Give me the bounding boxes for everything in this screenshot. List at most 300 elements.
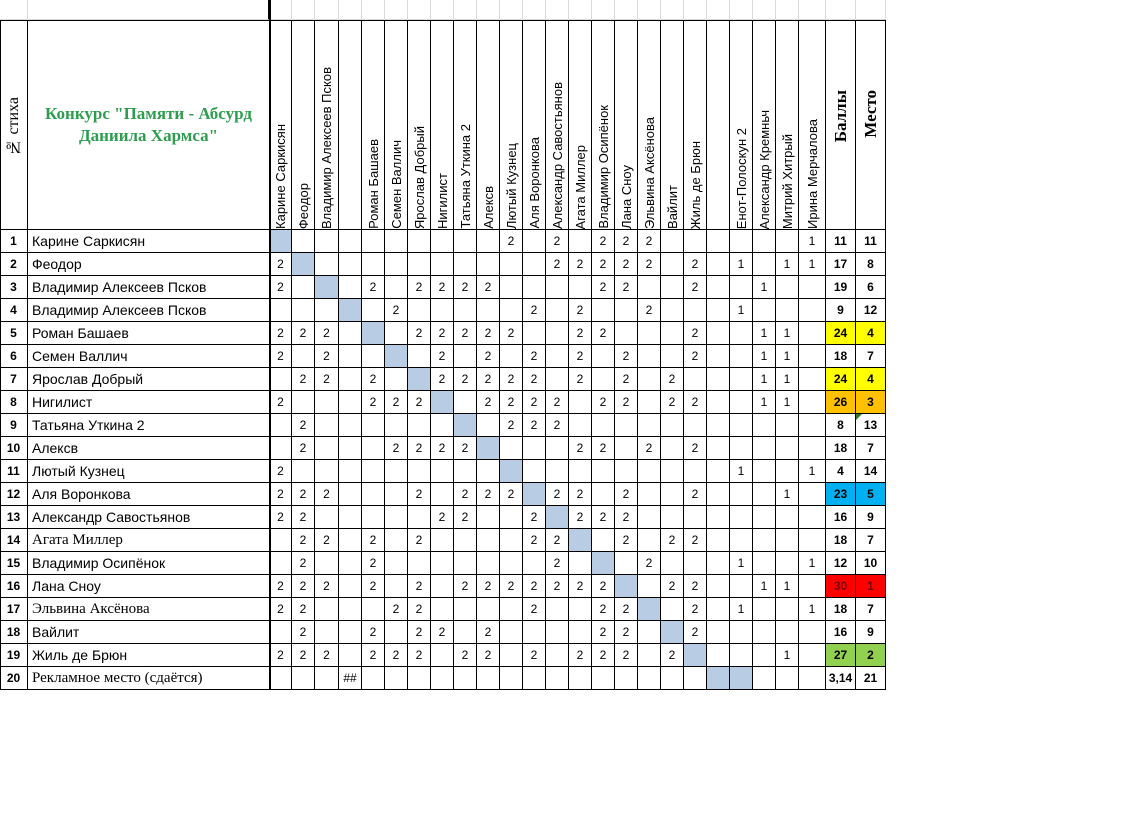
score-cell[interactable] xyxy=(730,414,753,437)
score-cell[interactable]: 2 xyxy=(270,253,292,276)
score-cell[interactable] xyxy=(638,621,661,644)
sheet-cell[interactable] xyxy=(592,0,615,20)
score-cell[interactable] xyxy=(661,552,684,575)
score-cell[interactable]: 2 xyxy=(408,575,431,598)
score-cell[interactable] xyxy=(799,414,826,437)
self-vote-cell[interactable] xyxy=(661,621,684,644)
score-cell[interactable]: 2 xyxy=(431,322,454,345)
score-cell[interactable] xyxy=(500,667,523,690)
score-cell[interactable]: 2 xyxy=(408,598,431,621)
score-cell[interactable] xyxy=(546,437,569,460)
score-cell[interactable]: 1 xyxy=(753,575,776,598)
score-cell[interactable] xyxy=(270,621,292,644)
score-cell[interactable] xyxy=(339,345,362,368)
score-cell[interactable] xyxy=(776,552,799,575)
score-cell[interactable]: 2 xyxy=(385,437,408,460)
score-cell[interactable] xyxy=(799,529,826,552)
score-cell[interactable]: 2 xyxy=(684,483,707,506)
score-cell[interactable]: 2 xyxy=(615,529,638,552)
score-cell[interactable] xyxy=(684,414,707,437)
score-cell[interactable] xyxy=(638,414,661,437)
score-cell[interactable] xyxy=(385,368,408,391)
score-cell[interactable] xyxy=(730,437,753,460)
score-cell[interactable] xyxy=(638,575,661,598)
score-cell[interactable] xyxy=(315,437,339,460)
score-cell[interactable]: 2 xyxy=(523,575,546,598)
score-cell[interactable] xyxy=(615,460,638,483)
score-cell[interactable]: 2 xyxy=(661,644,684,667)
score-cell[interactable] xyxy=(454,621,477,644)
score-cell[interactable] xyxy=(730,575,753,598)
score-cell[interactable]: 2 xyxy=(569,483,592,506)
score-cell[interactable] xyxy=(730,368,753,391)
score-cell[interactable]: 2 xyxy=(500,575,523,598)
score-cell[interactable]: 1 xyxy=(776,575,799,598)
score-cell[interactable]: 2 xyxy=(546,391,569,414)
score-cell[interactable] xyxy=(615,322,638,345)
score-cell[interactable] xyxy=(270,368,292,391)
score-cell[interactable]: 2 xyxy=(292,575,315,598)
score-cell[interactable] xyxy=(339,253,362,276)
score-cell[interactable]: 1 xyxy=(730,598,753,621)
score-cell[interactable] xyxy=(362,230,385,253)
score-cell[interactable]: 2 xyxy=(684,437,707,460)
score-cell[interactable] xyxy=(454,552,477,575)
score-cell[interactable] xyxy=(615,437,638,460)
score-cell[interactable]: 2 xyxy=(615,598,638,621)
score-cell[interactable] xyxy=(592,414,615,437)
score-cell[interactable]: 2 xyxy=(592,322,615,345)
score-cell[interactable] xyxy=(661,460,684,483)
score-cell[interactable] xyxy=(523,437,546,460)
score-cell[interactable]: 2 xyxy=(270,575,292,598)
score-cell[interactable] xyxy=(454,345,477,368)
score-cell[interactable]: 2 xyxy=(454,276,477,299)
score-cell[interactable] xyxy=(362,437,385,460)
score-cell[interactable] xyxy=(477,253,500,276)
score-cell[interactable] xyxy=(615,667,638,690)
score-cell[interactable] xyxy=(638,391,661,414)
score-cell[interactable] xyxy=(292,460,315,483)
self-vote-cell[interactable] xyxy=(592,552,615,575)
score-cell[interactable] xyxy=(292,230,315,253)
sheet-cell[interactable] xyxy=(292,0,315,20)
score-cell[interactable] xyxy=(385,621,408,644)
score-cell[interactable] xyxy=(546,644,569,667)
score-cell[interactable]: 2 xyxy=(431,345,454,368)
score-cell[interactable]: 2 xyxy=(546,483,569,506)
score-cell[interactable]: 2 xyxy=(477,345,500,368)
score-cell[interactable] xyxy=(500,644,523,667)
score-cell[interactable]: 2 xyxy=(615,345,638,368)
score-cell[interactable] xyxy=(546,345,569,368)
score-cell[interactable] xyxy=(661,253,684,276)
score-cell[interactable] xyxy=(730,276,753,299)
score-cell[interactable] xyxy=(315,460,339,483)
score-cell[interactable]: 2 xyxy=(292,506,315,529)
score-cell[interactable] xyxy=(799,506,826,529)
score-cell[interactable]: 2 xyxy=(615,483,638,506)
score-cell[interactable] xyxy=(730,345,753,368)
score-cell[interactable] xyxy=(638,529,661,552)
sheet-cell[interactable] xyxy=(28,0,270,20)
score-cell[interactable]: 2 xyxy=(454,506,477,529)
score-cell[interactable] xyxy=(661,483,684,506)
score-cell[interactable]: 2 xyxy=(315,345,339,368)
score-cell[interactable] xyxy=(362,414,385,437)
score-cell[interactable] xyxy=(315,414,339,437)
score-cell[interactable] xyxy=(730,621,753,644)
score-cell[interactable] xyxy=(385,414,408,437)
score-cell[interactable] xyxy=(730,644,753,667)
score-cell[interactable]: 2 xyxy=(569,345,592,368)
score-cell[interactable]: 2 xyxy=(408,437,431,460)
score-cell[interactable] xyxy=(408,667,431,690)
score-cell[interactable] xyxy=(500,506,523,529)
score-cell[interactable] xyxy=(776,667,799,690)
score-cell[interactable] xyxy=(315,299,339,322)
score-cell[interactable]: 2 xyxy=(315,483,339,506)
score-cell[interactable]: 2 xyxy=(431,368,454,391)
score-cell[interactable]: 2 xyxy=(569,299,592,322)
score-cell[interactable]: 2 xyxy=(292,322,315,345)
score-cell[interactable] xyxy=(592,460,615,483)
score-cell[interactable] xyxy=(776,529,799,552)
score-cell[interactable] xyxy=(799,575,826,598)
score-cell[interactable] xyxy=(339,437,362,460)
score-cell[interactable]: 2 xyxy=(615,230,638,253)
score-cell[interactable] xyxy=(753,299,776,322)
score-cell[interactable]: 2 xyxy=(546,529,569,552)
score-cell[interactable]: 1 xyxy=(730,253,753,276)
sheet-cell[interactable] xyxy=(730,0,753,20)
score-cell[interactable] xyxy=(315,230,339,253)
score-cell[interactable]: 2 xyxy=(592,391,615,414)
score-cell[interactable] xyxy=(431,483,454,506)
score-cell[interactable]: 2 xyxy=(615,621,638,644)
score-cell[interactable] xyxy=(799,299,826,322)
score-cell[interactable] xyxy=(799,644,826,667)
score-cell[interactable] xyxy=(477,460,500,483)
score-cell[interactable]: 1 xyxy=(776,322,799,345)
score-cell[interactable] xyxy=(362,598,385,621)
self-vote-cell[interactable] xyxy=(362,322,385,345)
score-cell[interactable] xyxy=(569,391,592,414)
score-cell[interactable]: 1 xyxy=(730,552,753,575)
score-cell[interactable]: 2 xyxy=(546,414,569,437)
score-cell[interactable]: 1 xyxy=(753,345,776,368)
score-cell[interactable]: 2 xyxy=(362,575,385,598)
score-cell[interactable]: 2 xyxy=(385,598,408,621)
sheet-cell[interactable] xyxy=(753,0,776,20)
score-cell[interactable] xyxy=(638,644,661,667)
score-cell[interactable] xyxy=(546,621,569,644)
score-cell[interactable]: 2 xyxy=(362,529,385,552)
score-cell[interactable]: 2 xyxy=(362,621,385,644)
score-cell[interactable] xyxy=(799,368,826,391)
sheet-cell[interactable] xyxy=(339,0,362,20)
score-cell[interactable] xyxy=(707,276,730,299)
sheet-cell[interactable] xyxy=(315,0,339,20)
sheet-cell[interactable] xyxy=(0,0,28,20)
score-cell[interactable] xyxy=(753,667,776,690)
score-cell[interactable] xyxy=(385,253,408,276)
score-cell[interactable] xyxy=(776,299,799,322)
score-cell[interactable] xyxy=(292,391,315,414)
score-cell[interactable] xyxy=(431,230,454,253)
score-cell[interactable] xyxy=(592,299,615,322)
score-cell[interactable]: 1 xyxy=(799,230,826,253)
sheet-cell[interactable] xyxy=(362,0,385,20)
score-cell[interactable]: 2 xyxy=(546,230,569,253)
score-cell[interactable]: 2 xyxy=(523,414,546,437)
score-cell[interactable]: 1 xyxy=(776,345,799,368)
score-cell[interactable] xyxy=(339,552,362,575)
score-cell[interactable]: 2 xyxy=(385,644,408,667)
score-cell[interactable] xyxy=(339,598,362,621)
score-cell[interactable] xyxy=(339,391,362,414)
score-cell[interactable]: 1 xyxy=(753,391,776,414)
score-cell[interactable] xyxy=(339,621,362,644)
score-cell[interactable]: 2 xyxy=(454,322,477,345)
score-cell[interactable]: 2 xyxy=(315,529,339,552)
score-cell[interactable] xyxy=(730,230,753,253)
score-cell[interactable] xyxy=(523,460,546,483)
sheet-cell[interactable] xyxy=(615,0,638,20)
score-cell[interactable] xyxy=(454,230,477,253)
self-vote-cell[interactable] xyxy=(270,230,292,253)
score-cell[interactable] xyxy=(661,667,684,690)
score-cell[interactable] xyxy=(408,345,431,368)
self-vote-cell[interactable] xyxy=(638,598,661,621)
score-cell[interactable] xyxy=(523,230,546,253)
score-cell[interactable] xyxy=(431,667,454,690)
score-cell[interactable] xyxy=(500,253,523,276)
score-cell[interactable] xyxy=(362,299,385,322)
score-cell[interactable]: 2 xyxy=(638,437,661,460)
score-cell[interactable] xyxy=(500,437,523,460)
score-cell[interactable] xyxy=(799,345,826,368)
score-cell[interactable] xyxy=(799,276,826,299)
score-cell[interactable] xyxy=(500,299,523,322)
score-cell[interactable] xyxy=(477,667,500,690)
score-cell[interactable]: 2 xyxy=(408,391,431,414)
self-vote-cell[interactable] xyxy=(454,414,477,437)
score-cell[interactable] xyxy=(684,552,707,575)
score-cell[interactable]: 2 xyxy=(270,391,292,414)
score-cell[interactable]: 2 xyxy=(592,230,615,253)
score-cell[interactable] xyxy=(707,299,730,322)
self-vote-cell[interactable] xyxy=(730,667,753,690)
score-cell[interactable]: 2 xyxy=(615,391,638,414)
score-cell[interactable] xyxy=(799,483,826,506)
score-cell[interactable]: 2 xyxy=(477,322,500,345)
score-cell[interactable] xyxy=(339,276,362,299)
score-cell[interactable] xyxy=(569,621,592,644)
score-cell[interactable]: 2 xyxy=(523,598,546,621)
score-cell[interactable]: 2 xyxy=(661,575,684,598)
score-cell[interactable] xyxy=(339,460,362,483)
score-cell[interactable] xyxy=(707,575,730,598)
score-cell[interactable]: 2 xyxy=(500,391,523,414)
score-cell[interactable]: 2 xyxy=(431,276,454,299)
score-cell[interactable] xyxy=(477,506,500,529)
score-cell[interactable] xyxy=(408,299,431,322)
score-cell[interactable] xyxy=(385,276,408,299)
sheet-cell[interactable] xyxy=(707,0,730,20)
score-cell[interactable] xyxy=(431,529,454,552)
score-cell[interactable]: 2 xyxy=(362,368,385,391)
score-cell[interactable]: 2 xyxy=(292,529,315,552)
score-cell[interactable] xyxy=(523,322,546,345)
self-vote-cell[interactable] xyxy=(707,667,730,690)
score-cell[interactable]: 2 xyxy=(569,644,592,667)
score-cell[interactable] xyxy=(523,276,546,299)
score-cell[interactable]: 2 xyxy=(638,299,661,322)
score-cell[interactable] xyxy=(776,437,799,460)
self-vote-cell[interactable] xyxy=(523,483,546,506)
score-cell[interactable] xyxy=(454,667,477,690)
score-cell[interactable]: 2 xyxy=(454,575,477,598)
sheet-cell[interactable] xyxy=(408,0,431,20)
score-cell[interactable] xyxy=(776,598,799,621)
self-vote-cell[interactable] xyxy=(339,299,362,322)
score-cell[interactable] xyxy=(799,391,826,414)
sheet-cell[interactable] xyxy=(270,0,292,20)
score-cell[interactable] xyxy=(339,414,362,437)
self-vote-cell[interactable] xyxy=(684,644,707,667)
score-cell[interactable] xyxy=(684,368,707,391)
score-cell[interactable] xyxy=(385,575,408,598)
score-cell[interactable]: 2 xyxy=(523,644,546,667)
score-cell[interactable]: 1 xyxy=(776,644,799,667)
score-cell[interactable] xyxy=(661,598,684,621)
score-cell[interactable]: 2 xyxy=(546,552,569,575)
score-cell[interactable]: 2 xyxy=(661,368,684,391)
score-cell[interactable] xyxy=(292,276,315,299)
score-cell[interactable] xyxy=(753,414,776,437)
score-cell[interactable] xyxy=(523,552,546,575)
score-cell[interactable]: 2 xyxy=(270,276,292,299)
score-cell[interactable]: 2 xyxy=(661,391,684,414)
score-cell[interactable]: 2 xyxy=(500,322,523,345)
score-cell[interactable] xyxy=(339,644,362,667)
score-cell[interactable] xyxy=(753,230,776,253)
score-cell[interactable] xyxy=(753,621,776,644)
score-cell[interactable] xyxy=(569,460,592,483)
score-cell[interactable] xyxy=(730,322,753,345)
score-cell[interactable] xyxy=(546,276,569,299)
score-cell[interactable] xyxy=(799,437,826,460)
score-cell[interactable] xyxy=(270,667,292,690)
score-cell[interactable] xyxy=(523,667,546,690)
score-cell[interactable] xyxy=(661,414,684,437)
score-cell[interactable] xyxy=(500,529,523,552)
score-cell[interactable]: 2 xyxy=(270,644,292,667)
score-cell[interactable]: 2 xyxy=(523,506,546,529)
score-cell[interactable] xyxy=(477,529,500,552)
score-cell[interactable]: 1 xyxy=(776,253,799,276)
score-cell[interactable] xyxy=(684,299,707,322)
score-cell[interactable] xyxy=(707,460,730,483)
score-cell[interactable] xyxy=(431,299,454,322)
score-cell[interactable] xyxy=(753,529,776,552)
score-cell[interactable] xyxy=(431,575,454,598)
score-cell[interactable] xyxy=(315,552,339,575)
score-cell[interactable] xyxy=(408,552,431,575)
score-cell[interactable]: 2 xyxy=(569,506,592,529)
score-cell[interactable]: 2 xyxy=(523,299,546,322)
score-cell[interactable] xyxy=(385,667,408,690)
score-cell[interactable] xyxy=(523,621,546,644)
self-vote-cell[interactable] xyxy=(385,345,408,368)
score-cell[interactable]: 2 xyxy=(270,345,292,368)
score-cell[interactable]: 2 xyxy=(569,575,592,598)
score-cell[interactable] xyxy=(362,460,385,483)
score-cell[interactable]: 2 xyxy=(638,230,661,253)
score-cell[interactable]: 2 xyxy=(615,644,638,667)
sheet-cell[interactable] xyxy=(569,0,592,20)
score-cell[interactable] xyxy=(454,529,477,552)
score-cell[interactable] xyxy=(707,437,730,460)
score-cell[interactable] xyxy=(385,322,408,345)
score-cell[interactable] xyxy=(707,483,730,506)
score-cell[interactable] xyxy=(546,667,569,690)
sheet-cell[interactable] xyxy=(799,0,826,20)
score-cell[interactable]: 2 xyxy=(477,391,500,414)
score-cell[interactable] xyxy=(270,552,292,575)
score-cell[interactable]: 1 xyxy=(730,299,753,322)
score-cell[interactable]: 2 xyxy=(592,253,615,276)
score-cell[interactable]: 2 xyxy=(408,529,431,552)
score-cell[interactable]: 2 xyxy=(477,368,500,391)
score-cell[interactable]: 2 xyxy=(315,644,339,667)
score-cell[interactable] xyxy=(270,299,292,322)
score-cell[interactable] xyxy=(569,230,592,253)
score-cell[interactable] xyxy=(753,437,776,460)
score-cell[interactable] xyxy=(661,437,684,460)
score-cell[interactable] xyxy=(684,460,707,483)
score-cell[interactable] xyxy=(477,299,500,322)
score-cell[interactable] xyxy=(385,460,408,483)
score-cell[interactable] xyxy=(707,230,730,253)
score-cell[interactable]: 2 xyxy=(684,345,707,368)
score-cell[interactable] xyxy=(638,276,661,299)
score-cell[interactable] xyxy=(684,667,707,690)
score-cell[interactable] xyxy=(454,253,477,276)
score-cell[interactable] xyxy=(776,414,799,437)
score-cell[interactable] xyxy=(592,667,615,690)
score-cell[interactable]: 2 xyxy=(592,598,615,621)
score-cell[interactable]: 2 xyxy=(385,391,408,414)
score-cell[interactable] xyxy=(753,506,776,529)
score-cell[interactable] xyxy=(270,437,292,460)
score-cell[interactable] xyxy=(661,506,684,529)
score-cell[interactable] xyxy=(615,414,638,437)
sheet-cell[interactable] xyxy=(500,0,523,20)
score-cell[interactable] xyxy=(362,345,385,368)
score-cell[interactable] xyxy=(339,322,362,345)
score-cell[interactable]: 2 xyxy=(292,414,315,437)
score-cell[interactable]: 2 xyxy=(569,437,592,460)
score-cell[interactable] xyxy=(454,391,477,414)
sheet-cell[interactable] xyxy=(454,0,477,20)
score-cell[interactable]: 2 xyxy=(270,483,292,506)
score-cell[interactable]: 2 xyxy=(523,529,546,552)
score-cell[interactable] xyxy=(730,483,753,506)
score-cell[interactable] xyxy=(500,621,523,644)
score-cell[interactable]: 2 xyxy=(523,391,546,414)
